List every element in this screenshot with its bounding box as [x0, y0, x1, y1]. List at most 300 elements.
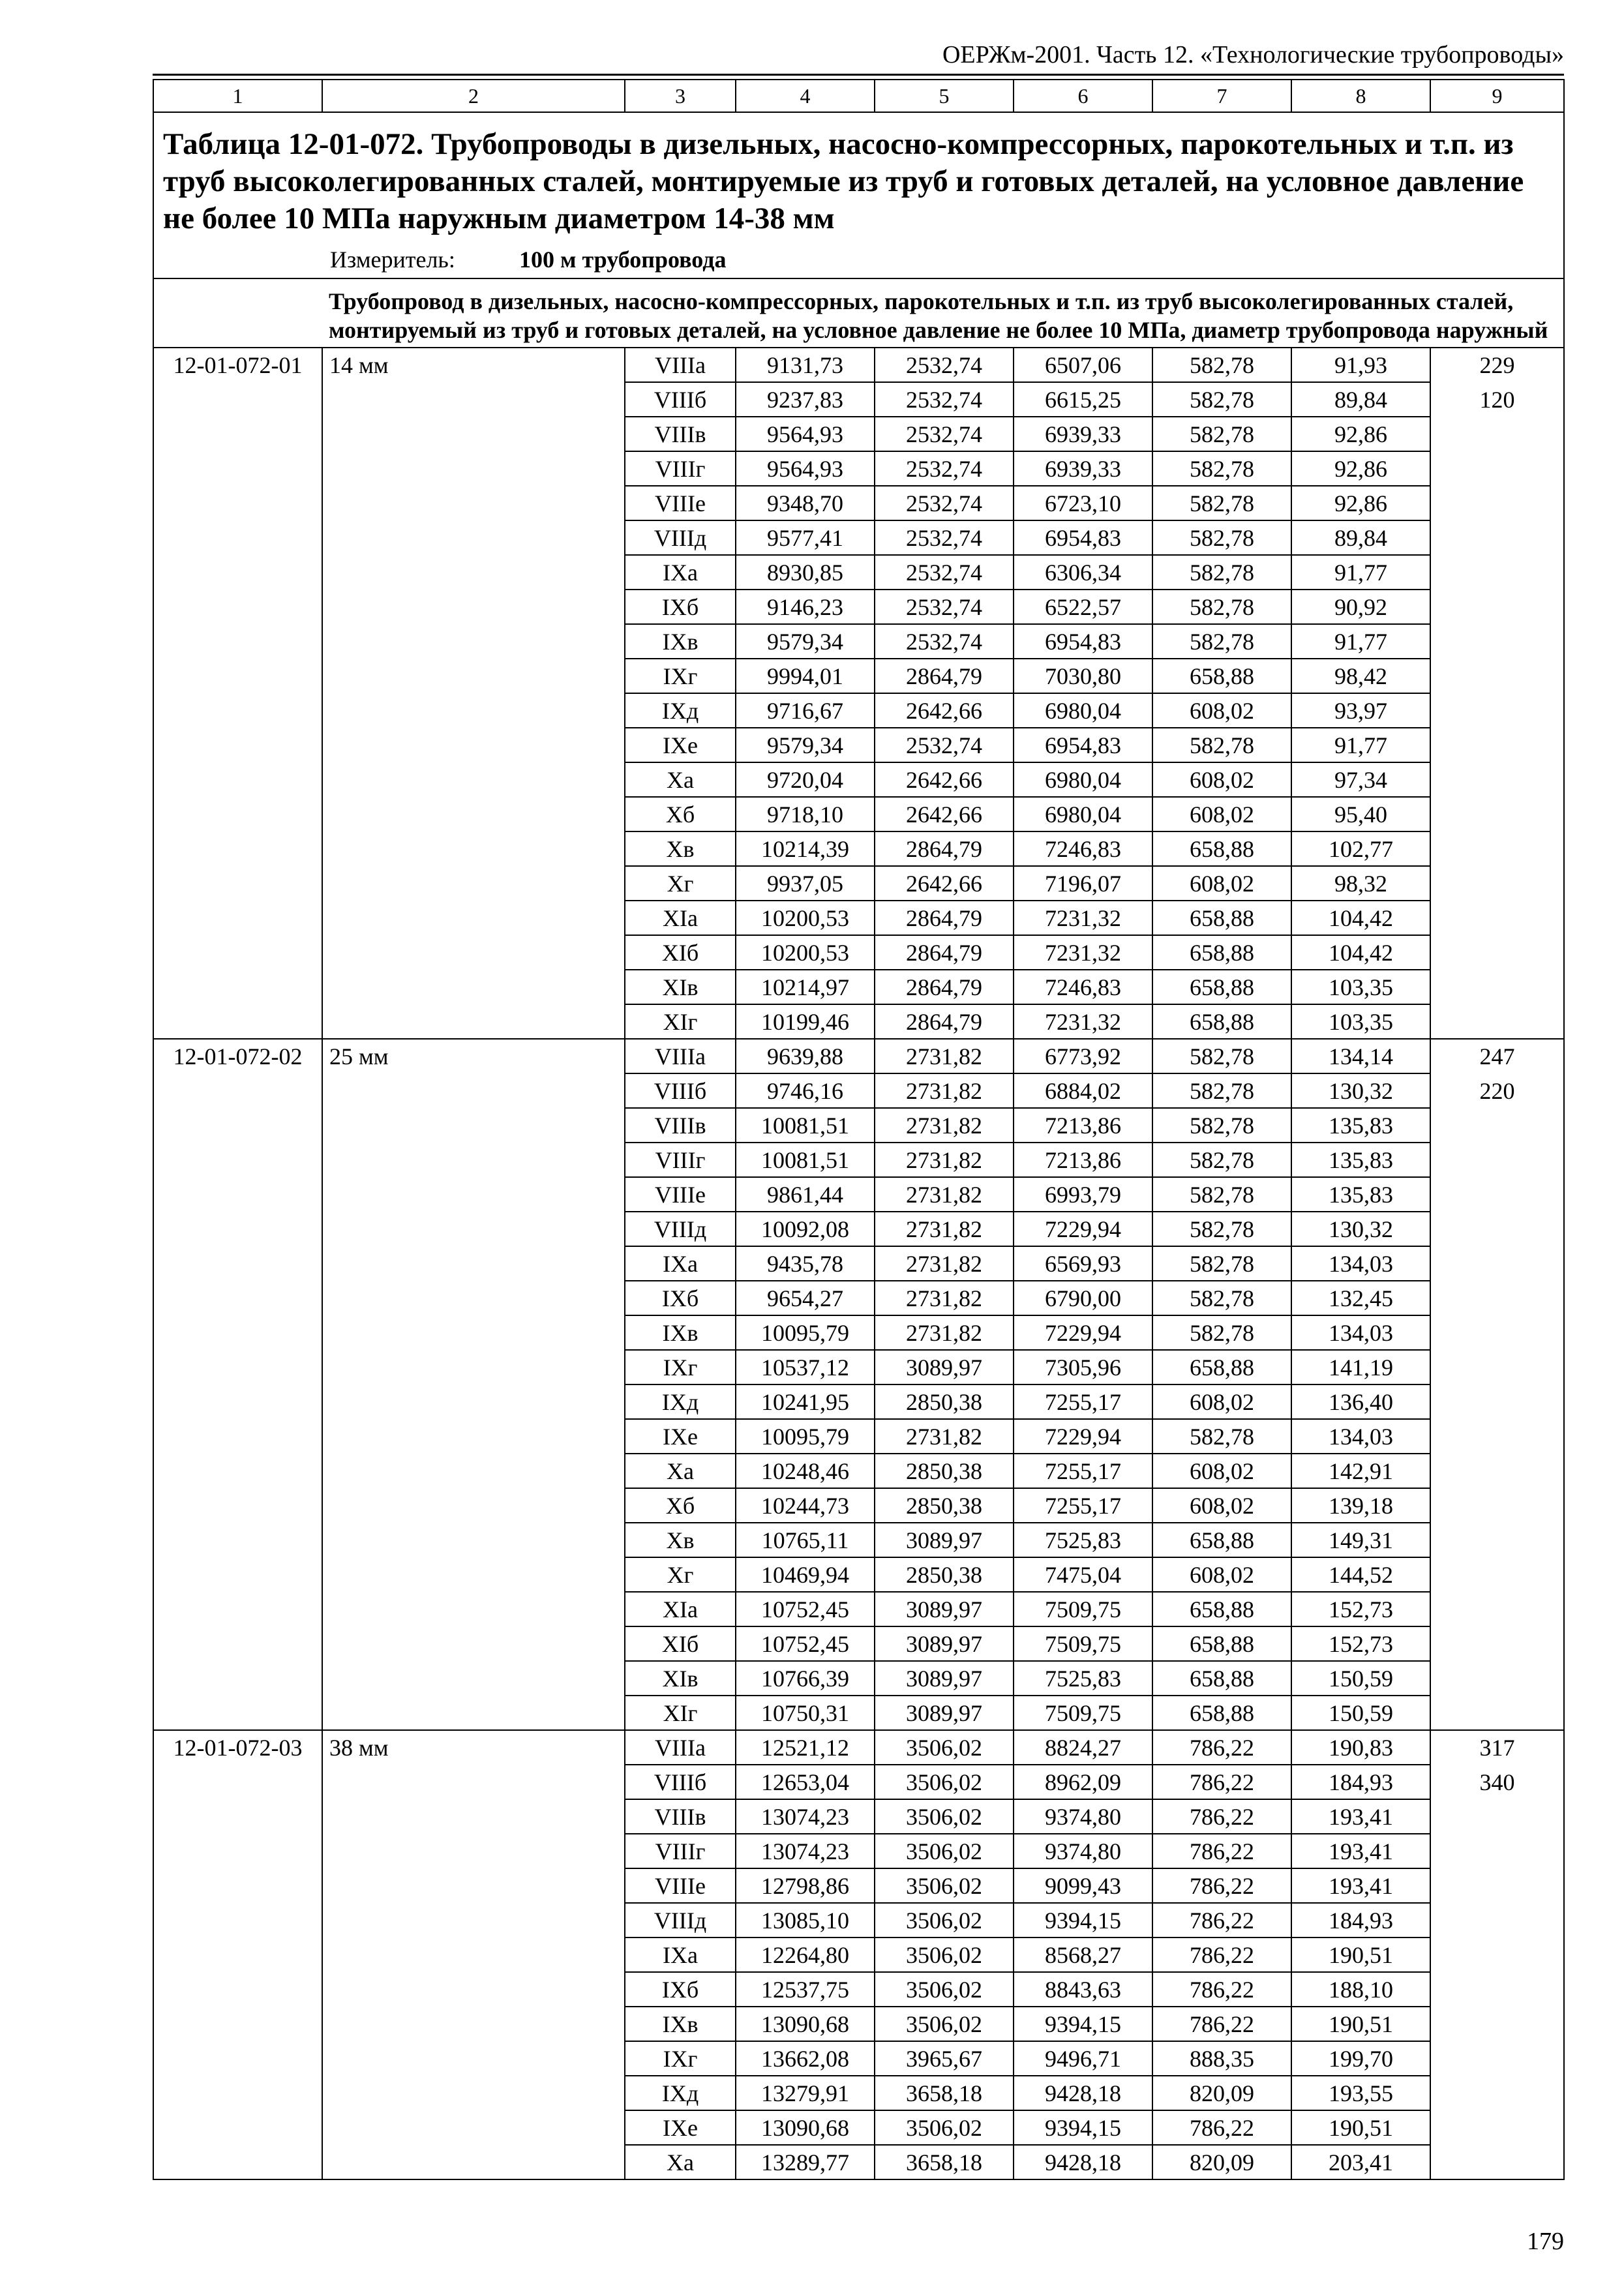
labor-hours-cell	[1430, 901, 1564, 935]
total-cost: 10200,53	[736, 901, 875, 935]
materials-cost: 199,70	[1291, 2041, 1430, 2076]
labor-cost: 2642,66	[875, 762, 1014, 797]
labor-hours-cell	[1430, 486, 1564, 520]
table-row	[153, 1626, 1564, 1661]
pipe-diameter-cell	[322, 1696, 625, 1730]
labor-hours: 120	[1430, 382, 1564, 417]
table-row	[153, 1488, 1564, 1523]
description-spacer	[153, 278, 322, 348]
operator-wage: 786,22	[1152, 1765, 1291, 1799]
labor-cost: 2731,82	[875, 1281, 1014, 1315]
labor-cost: 2731,82	[875, 1212, 1014, 1246]
pipe-diameter-cell	[322, 659, 625, 693]
materials-cost: 92,86	[1291, 417, 1430, 451]
labor-hours-cell	[1430, 1626, 1564, 1661]
materials-cost: 144,52	[1291, 1557, 1430, 1592]
total-cost: 9746,16	[736, 1073, 875, 1108]
column-number: 6	[1014, 80, 1152, 112]
labor-hours-cell	[1430, 1177, 1564, 1212]
labor-hours-cell	[1430, 1488, 1564, 1523]
zone-code: VIIIа	[625, 1039, 736, 1073]
pipe-diameter-cell	[322, 1592, 625, 1626]
pipe-diameter-cell	[322, 1799, 625, 1834]
operator-wage: 786,22	[1152, 2110, 1291, 2145]
table-row	[153, 797, 1564, 831]
pipe-diameter-cell	[322, 1868, 625, 1903]
total-cost: 10537,12	[736, 1350, 875, 1384]
table-title-row	[153, 112, 1564, 241]
materials-cost: 152,73	[1291, 1626, 1430, 1661]
labor-cost: 2731,82	[875, 1419, 1014, 1454]
zone-code: Xв	[625, 1523, 736, 1557]
operator-wage: 608,02	[1152, 797, 1291, 831]
labor-hours-cell	[1430, 1350, 1564, 1384]
materials-cost: 139,18	[1291, 1488, 1430, 1523]
total-cost: 9579,34	[736, 728, 875, 762]
labor-cost: 2864,79	[875, 935, 1014, 970]
labor-hours-cell	[1430, 1834, 1564, 1868]
materials-cost: 142,91	[1291, 1454, 1430, 1488]
operator-wage: 786,22	[1152, 1937, 1291, 1972]
operator-wage: 608,02	[1152, 693, 1291, 728]
machine-cost: 6306,34	[1014, 555, 1152, 590]
labor-cost: 2731,82	[875, 1315, 1014, 1350]
materials-cost: 130,32	[1291, 1212, 1430, 1246]
table-row	[153, 1350, 1564, 1384]
materials-cost: 136,40	[1291, 1384, 1430, 1419]
machine-cost: 7213,86	[1014, 1143, 1152, 1177]
rate-code-cell	[153, 1765, 322, 1799]
labor-hours-cell	[1430, 1937, 1564, 1972]
table-row	[153, 1246, 1564, 1281]
unit-value: 100 м трубопровода	[519, 247, 727, 273]
table-row	[153, 1868, 1564, 1903]
zone-code: IXд	[625, 693, 736, 728]
rate-code-cell	[153, 624, 322, 659]
materials-cost: 134,03	[1291, 1315, 1430, 1350]
table-row	[153, 1143, 1564, 1177]
materials-cost: 135,83	[1291, 1108, 1430, 1143]
machine-cost: 6980,04	[1014, 797, 1152, 831]
labor-hours-cell	[1430, 1246, 1564, 1281]
table-row	[153, 1799, 1564, 1834]
rate-code-cell	[153, 417, 322, 451]
zone-code: VIIIа	[625, 1730, 736, 1765]
total-cost: 10200,53	[736, 935, 875, 970]
table-row	[153, 831, 1564, 866]
rate-code-cell	[153, 451, 322, 486]
pipe-diameter-cell	[322, 728, 625, 762]
materials-cost: 184,93	[1291, 1765, 1430, 1799]
materials-cost: 203,41	[1291, 2145, 1430, 2179]
zone-code: VIIIг	[625, 451, 736, 486]
labor-cost: 2532,74	[875, 728, 1014, 762]
rate-code-cell	[153, 901, 322, 935]
total-cost: 9564,93	[736, 451, 875, 486]
table-row	[153, 1937, 1564, 1972]
machine-cost: 7255,17	[1014, 1384, 1152, 1419]
pipe-diameter-cell	[322, 1454, 625, 1488]
machine-cost: 7196,07	[1014, 866, 1152, 901]
labor-hours-cell	[1430, 417, 1564, 451]
total-cost: 8930,85	[736, 555, 875, 590]
pipe-diameter-cell	[322, 417, 625, 451]
total-cost: 12537,75	[736, 1972, 875, 2007]
table-row	[153, 1108, 1564, 1143]
zone-code: IXа	[625, 1937, 736, 1972]
labor-cost: 2864,79	[875, 659, 1014, 693]
labor-cost: 2731,82	[875, 1143, 1014, 1177]
machine-cost: 7246,83	[1014, 831, 1152, 866]
labor-hours-cell	[1430, 2110, 1564, 2145]
zone-code: IXе	[625, 2110, 736, 2145]
column-number: 8	[1291, 80, 1430, 112]
rate-code-cell	[153, 1281, 322, 1315]
total-cost: 9720,04	[736, 762, 875, 797]
pipe-diameter-cell	[322, 2007, 625, 2041]
machine-cost: 6723,10	[1014, 486, 1152, 520]
total-cost: 9937,05	[736, 866, 875, 901]
labor-cost: 2532,74	[875, 624, 1014, 659]
pipe-diameter-cell	[322, 520, 625, 555]
operator-wage: 582,78	[1152, 1212, 1291, 1246]
rate-code-cell	[153, 1454, 322, 1488]
operator-wage: 608,02	[1152, 1557, 1291, 1592]
table-row	[153, 935, 1564, 970]
materials-cost: 188,10	[1291, 1972, 1430, 2007]
rate-code-cell	[153, 1488, 322, 1523]
labor-cost: 2731,82	[875, 1108, 1014, 1143]
machine-cost: 6773,92	[1014, 1039, 1152, 1073]
total-cost: 9639,88	[736, 1039, 875, 1073]
labor-hours-cell	[1430, 1661, 1564, 1696]
total-cost: 13289,77	[736, 2145, 875, 2179]
labor-cost: 2532,74	[875, 348, 1014, 382]
materials-cost: 132,45	[1291, 1281, 1430, 1315]
materials-cost: 135,83	[1291, 1143, 1430, 1177]
rate-code-cell	[153, 831, 322, 866]
labor-hours-cell	[1430, 2145, 1564, 2179]
pipe-diameter-cell	[322, 1073, 625, 1108]
total-cost: 10752,45	[736, 1626, 875, 1661]
materials-cost: 104,42	[1291, 901, 1430, 935]
operator-wage: 658,88	[1152, 831, 1291, 866]
column-number: 3	[625, 80, 736, 112]
materials-cost: 134,14	[1291, 1039, 1430, 1073]
zone-code: VIIIб	[625, 382, 736, 417]
pipe-diameter-cell	[322, 624, 625, 659]
zone-code: IXб	[625, 1972, 736, 2007]
table-row	[153, 520, 1564, 555]
rate-code-cell	[153, 1004, 322, 1039]
table-row	[153, 762, 1564, 797]
table-row	[153, 2145, 1564, 2179]
operator-wage: 582,78	[1152, 1315, 1291, 1350]
machine-cost: 6507,06	[1014, 348, 1152, 382]
zone-code: XIб	[625, 1626, 736, 1661]
labor-hours-cell	[1430, 797, 1564, 831]
machine-cost: 6939,33	[1014, 417, 1152, 451]
total-cost: 10199,46	[736, 1004, 875, 1039]
machine-cost: 7509,75	[1014, 1592, 1152, 1626]
total-cost: 10244,73	[736, 1488, 875, 1523]
labor-hours: 247	[1430, 1039, 1564, 1073]
pipe-diameter-cell	[322, 935, 625, 970]
materials-cost: 190,83	[1291, 1730, 1430, 1765]
machine-cost: 7231,32	[1014, 935, 1152, 970]
rate-code-cell	[153, 1212, 322, 1246]
zone-code: IXв	[625, 624, 736, 659]
table-row	[153, 1281, 1564, 1315]
zone-code: IXг	[625, 2041, 736, 2076]
materials-cost: 89,84	[1291, 382, 1430, 417]
table-row	[153, 1384, 1564, 1419]
labor-hours-cell	[1430, 762, 1564, 797]
pipe-diameter: 38 мм	[322, 1730, 625, 1765]
machine-cost: 7231,32	[1014, 901, 1152, 935]
pipe-diameter-cell	[322, 1143, 625, 1177]
operator-wage: 582,78	[1152, 382, 1291, 417]
total-cost: 10752,45	[736, 1592, 875, 1626]
table-row	[153, 1696, 1564, 1730]
total-cost: 10081,51	[736, 1143, 875, 1177]
materials-cost: 98,42	[1291, 659, 1430, 693]
machine-cost: 7255,17	[1014, 1488, 1152, 1523]
zone-code: Xа	[625, 762, 736, 797]
labor-cost: 3506,02	[875, 2110, 1014, 2145]
total-cost: 10081,51	[736, 1108, 875, 1143]
total-cost: 10092,08	[736, 1212, 875, 1246]
zone-code: Xа	[625, 1454, 736, 1488]
zone-code: IXа	[625, 555, 736, 590]
work-description: Трубопровод в дизельных, насосно-компрессорных, парокотельных и т.п. из труб высоколегированных сталей, монтируемый из труб и готовых деталей, на условное давление не более 10 МПа, диаметр трубопровода наружный	[322, 278, 1564, 348]
pipe-diameter-cell	[322, 590, 625, 624]
total-cost: 10248,46	[736, 1454, 875, 1488]
zone-code: VIIIб	[625, 1073, 736, 1108]
table-row	[153, 1765, 1564, 1799]
column-number: 2	[322, 80, 625, 112]
rate-code-cell	[153, 970, 322, 1004]
zone-code: IXе	[625, 1419, 736, 1454]
pipe-diameter-cell	[322, 555, 625, 590]
total-cost: 10750,31	[736, 1696, 875, 1730]
labor-hours-cell	[1430, 693, 1564, 728]
total-cost: 9861,44	[736, 1177, 875, 1212]
operator-wage: 582,78	[1152, 1073, 1291, 1108]
labor-hours-cell	[1430, 555, 1564, 590]
labor-hours-cell	[1430, 1903, 1564, 1937]
labor-cost: 2864,79	[875, 970, 1014, 1004]
zone-code: IXб	[625, 1281, 736, 1315]
materials-cost: 92,86	[1291, 486, 1430, 520]
materials-cost: 91,77	[1291, 555, 1430, 590]
rate-code-cell	[153, 1661, 322, 1696]
machine-cost: 7255,17	[1014, 1454, 1152, 1488]
total-cost: 10095,79	[736, 1315, 875, 1350]
zone-code: IXд	[625, 2076, 736, 2110]
pipe-diameter-cell	[322, 486, 625, 520]
column-number: 1	[153, 80, 322, 112]
pipe-diameter-cell	[322, 2076, 625, 2110]
rate-code-cell	[153, 486, 322, 520]
labor-hours-cell	[1430, 1972, 1564, 2007]
labor-hours-cell	[1430, 1454, 1564, 1488]
zone-code: IXг	[625, 1350, 736, 1384]
labor-cost: 3089,97	[875, 1626, 1014, 1661]
table-row	[153, 348, 1564, 382]
rate-code-cell	[153, 1834, 322, 1868]
labor-hours-cell	[1430, 2076, 1564, 2110]
pipe-diameter-cell	[322, 1834, 625, 1868]
labor-hours-cell	[1430, 970, 1564, 1004]
rate-code-cell	[153, 1143, 322, 1177]
operator-wage: 582,78	[1152, 1108, 1291, 1143]
zone-code: VIIIв	[625, 1799, 736, 1834]
table-row	[153, 1315, 1564, 1350]
pipe-diameter-cell	[322, 1626, 625, 1661]
labor-cost: 3506,02	[875, 1765, 1014, 1799]
total-cost: 10214,97	[736, 970, 875, 1004]
total-cost: 12653,04	[736, 1765, 875, 1799]
labor-cost: 2731,82	[875, 1073, 1014, 1108]
materials-cost: 103,35	[1291, 1004, 1430, 1039]
labor-hours-cell	[1430, 1592, 1564, 1626]
operator-wage: 658,88	[1152, 1592, 1291, 1626]
table-row	[153, 2041, 1564, 2076]
machine-cost: 7213,86	[1014, 1108, 1152, 1143]
labor-hours-cell	[1430, 1004, 1564, 1039]
table-row	[153, 1212, 1564, 1246]
rate-code: 12-01-072-03	[153, 1730, 322, 1765]
rate-code-cell	[153, 1523, 322, 1557]
operator-wage: 786,22	[1152, 1834, 1291, 1868]
total-cost: 9435,78	[736, 1246, 875, 1281]
table-title: Таблица 12-01-072. Трубопроводы в дизельных, насосно-компрессорных, парокотельных и т.п. из труб высоколегированных сталей, монтируемые из труб и готовых деталей, на условное давление не более 10 МПа наружным диаметром 14-38 мм	[153, 112, 1564, 241]
table-row	[153, 970, 1564, 1004]
column-number: 4	[736, 80, 875, 112]
table-row	[153, 451, 1564, 486]
rate-code-cell	[153, 1419, 322, 1454]
running-header: ОЕРЖм-2001. Часть 12. «Технологические трубопроводы»	[942, 41, 1564, 68]
materials-cost: 98,32	[1291, 866, 1430, 901]
machine-cost: 6884,02	[1014, 1073, 1152, 1108]
rate-code-cell	[153, 590, 322, 624]
zone-code: IXд	[625, 1384, 736, 1419]
labor-cost: 3506,02	[875, 1903, 1014, 1937]
table-row	[153, 693, 1564, 728]
labor-hours-cell	[1430, 1419, 1564, 1454]
zone-code: VIIIб	[625, 1765, 736, 1799]
operator-wage: 582,78	[1152, 451, 1291, 486]
machine-cost: 7305,96	[1014, 1350, 1152, 1384]
pipe-diameter-cell	[322, 1903, 625, 1937]
unit-cell	[153, 241, 1564, 278]
pipe-diameter-cell	[322, 382, 625, 417]
pipe-diameter: 14 мм	[322, 348, 625, 382]
machine-cost: 9394,15	[1014, 2007, 1152, 2041]
labor-hours-cell	[1430, 451, 1564, 486]
rate-code-cell	[153, 520, 322, 555]
total-cost: 13090,68	[736, 2110, 875, 2145]
column-number: 5	[875, 80, 1014, 112]
materials-cost: 193,41	[1291, 1834, 1430, 1868]
labor-cost: 2532,74	[875, 520, 1014, 555]
zone-code: XIа	[625, 1592, 736, 1626]
operator-wage: 582,78	[1152, 1246, 1291, 1281]
operator-wage: 658,88	[1152, 970, 1291, 1004]
machine-cost: 7231,32	[1014, 1004, 1152, 1039]
machine-cost: 6522,57	[1014, 590, 1152, 624]
table-row	[153, 1661, 1564, 1696]
materials-cost: 193,55	[1291, 2076, 1430, 2110]
machine-cost: 9428,18	[1014, 2076, 1152, 2110]
zone-code: IXб	[625, 590, 736, 624]
operator-wage: 582,78	[1152, 1143, 1291, 1177]
labor-cost: 3089,97	[875, 1350, 1014, 1384]
operator-wage: 582,78	[1152, 728, 1291, 762]
zone-code: Xв	[625, 831, 736, 866]
labor-hours-cell	[1430, 1108, 1564, 1143]
table-row	[153, 624, 1564, 659]
table-row	[153, 1592, 1564, 1626]
operator-wage: 608,02	[1152, 1384, 1291, 1419]
operator-wage: 582,78	[1152, 555, 1291, 590]
operator-wage: 582,78	[1152, 486, 1291, 520]
table-row	[153, 382, 1564, 417]
rate-code-cell	[153, 659, 322, 693]
rate-code: 12-01-072-02	[153, 1039, 322, 1073]
total-cost: 12521,12	[736, 1730, 875, 1765]
pipe-diameter-cell	[322, 1661, 625, 1696]
labor-cost: 3089,97	[875, 1661, 1014, 1696]
table-row	[153, 486, 1564, 520]
labor-cost: 2864,79	[875, 831, 1014, 866]
rate-code-cell	[153, 728, 322, 762]
labor-hours-cell	[1430, 1281, 1564, 1315]
total-cost: 12264,80	[736, 1937, 875, 1972]
operator-wage: 658,88	[1152, 1626, 1291, 1661]
rate-code-cell	[153, 762, 322, 797]
total-cost: 9654,27	[736, 1281, 875, 1315]
rate-code-cell	[153, 1073, 322, 1108]
labor-cost: 2532,74	[875, 417, 1014, 451]
materials-cost: 92,86	[1291, 451, 1430, 486]
machine-cost: 8568,27	[1014, 1937, 1152, 1972]
total-cost: 9564,93	[736, 417, 875, 451]
labor-cost: 2642,66	[875, 797, 1014, 831]
machine-cost: 6569,93	[1014, 1246, 1152, 1281]
zone-code: Xг	[625, 1557, 736, 1592]
zone-code: VIIIе	[625, 1177, 736, 1212]
zone-code: XIв	[625, 1661, 736, 1696]
labor-cost: 2731,82	[875, 1246, 1014, 1281]
pipe-diameter-cell	[322, 451, 625, 486]
operator-wage: 658,88	[1152, 1350, 1291, 1384]
operator-wage: 582,78	[1152, 624, 1291, 659]
total-cost: 9237,83	[736, 382, 875, 417]
table-row	[153, 1177, 1564, 1212]
labor-cost: 2731,82	[875, 1177, 1014, 1212]
labor-hours-cell	[1430, 1523, 1564, 1557]
machine-cost: 7475,04	[1014, 1557, 1152, 1592]
labor-cost: 3089,97	[875, 1696, 1014, 1730]
rates-table-frame	[153, 79, 1563, 2180]
machine-cost: 9374,80	[1014, 1834, 1152, 1868]
rate-code-cell	[153, 555, 322, 590]
zone-code: VIIIг	[625, 1834, 736, 1868]
zone-code: VIIIв	[625, 417, 736, 451]
machine-cost: 9374,80	[1014, 1799, 1152, 1834]
